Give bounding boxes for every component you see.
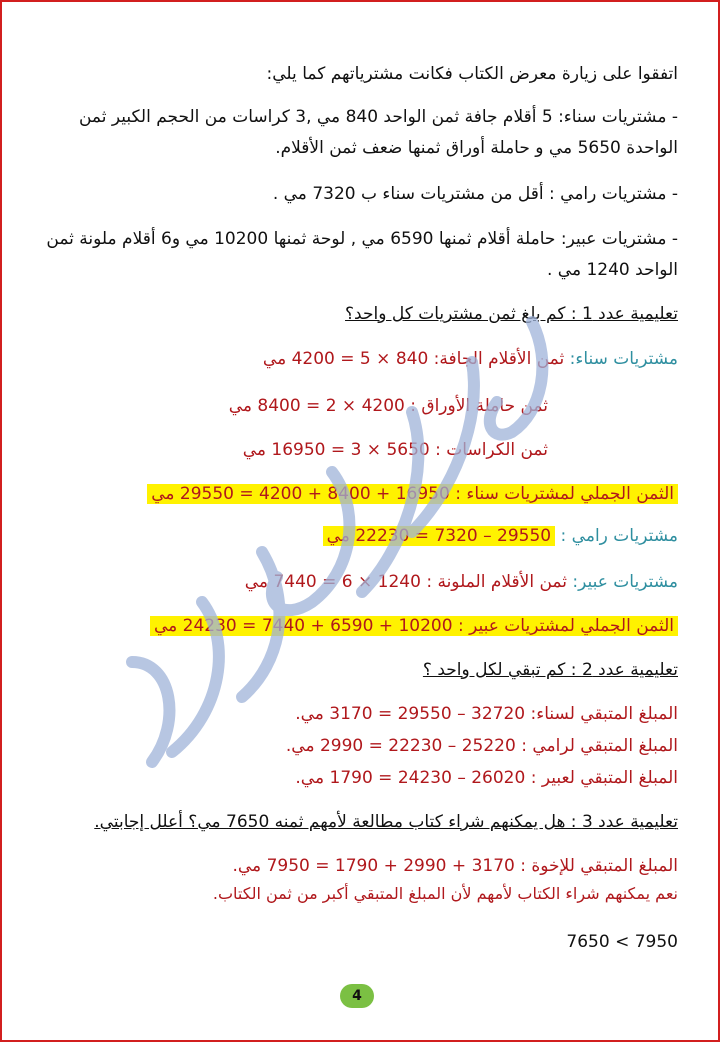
sanaa-notebooks-calc: ثمن الكراسات : 5650 × 3 = 16950 مي [242, 440, 548, 460]
comparison-value: 7650 < 7950 [566, 932, 678, 952]
abir-total: الثمن الجملي لمشتريات عبير : 10200 + 6590 + 7440 = 24230 مي [150, 616, 678, 636]
sanaa-total: الثمن الجملي لمشتريات سناء : 16950 + 8400 + 4200 = 29550 مي [147, 484, 678, 504]
task3-question: تعليمية عدد 3 : هل يمكنهم شراء كتاب مطالعة لأمهم ثمنه 7650 مي؟ أعلل إجابتي. [94, 812, 678, 832]
task2-sanaa: المبلغ المتبقي لسناء: 32720 – 29550 = 3170 مي. [295, 704, 678, 724]
task3-comparison [32, 930, 678, 954]
task1-question: تعليمية عدد 1 : كم بلغ ثمن مشتريات كل واحد؟ [345, 304, 678, 324]
task3-remaining: المبلغ المتبقي للإخوة : 3170 + 2990 + 1790 = 7950 مي. [232, 856, 678, 876]
task1-rami-line [32, 524, 678, 548]
rami-value: 29550 – 7320 = 22230 مي [323, 526, 556, 546]
abir-purchases: - مشتريات عبير: حاملة أقلام ثمنها 6590 مي , لوحة ثمنها 10200 مي و6 أقلام ملونة ثمن الواحد 1240 مي . [46, 229, 678, 280]
rami-purchases: - مشتريات رامي : أقل من مشتريات سناء ب 7320 مي . [272, 184, 678, 204]
sanaa-total-line [32, 482, 678, 506]
task3-answer: نعم يمكنهم شراء الكتاب لأمهم لأن المبلغ المتبقي أكبر من ثمن الكتاب. [212, 884, 678, 903]
task2-question: تعليمية عدد 2 : كم تبقي لكل واحد ؟ [422, 660, 678, 680]
sanaa-pens-calc: ثمن الأقلام الجافة: 840 × 5 = 4200 مي [262, 349, 565, 369]
sanaa-holder-calc: ثمن حاملة الأوراق : 4200 × 2 = 8400 مي [228, 396, 548, 416]
task1-sanaa-line [32, 347, 678, 371]
abir-total-line [32, 614, 678, 638]
intro-text: اتفقوا على زيارة معرض الكتاب فكانت مشترياتهم كما يلي: [266, 64, 678, 84]
abir-pens-calc: ثمن الأقلام الملونة : 1240 × 6 = 7440 مي [244, 572, 567, 592]
task2-abir: المبلغ المتبقي لعبير : 26020 – 24230 = 1790 مي. [295, 768, 678, 788]
sanaa-purchases: - مشتريات سناء: 5 أقلام جافة ثمن الواحد 840 مي ,3 كراسات من الحجم الكبير ثمن الواحدة 5650 مي و حاملة أوراق ثمنها ضعف ثمن الأقلام. [78, 107, 678, 158]
task1-abir-line [32, 570, 678, 594]
page-number-badge: 4 [340, 984, 374, 1008]
rami-label: مشتريات رامي : [560, 526, 678, 546]
sanaa-label: مشتريات سناء: [569, 349, 678, 369]
task2-rami: المبلغ المتبقي لرامي : 25220 – 22230 = 2990 مي. [285, 736, 678, 756]
abir-label: مشتريات عبير: [572, 572, 678, 592]
